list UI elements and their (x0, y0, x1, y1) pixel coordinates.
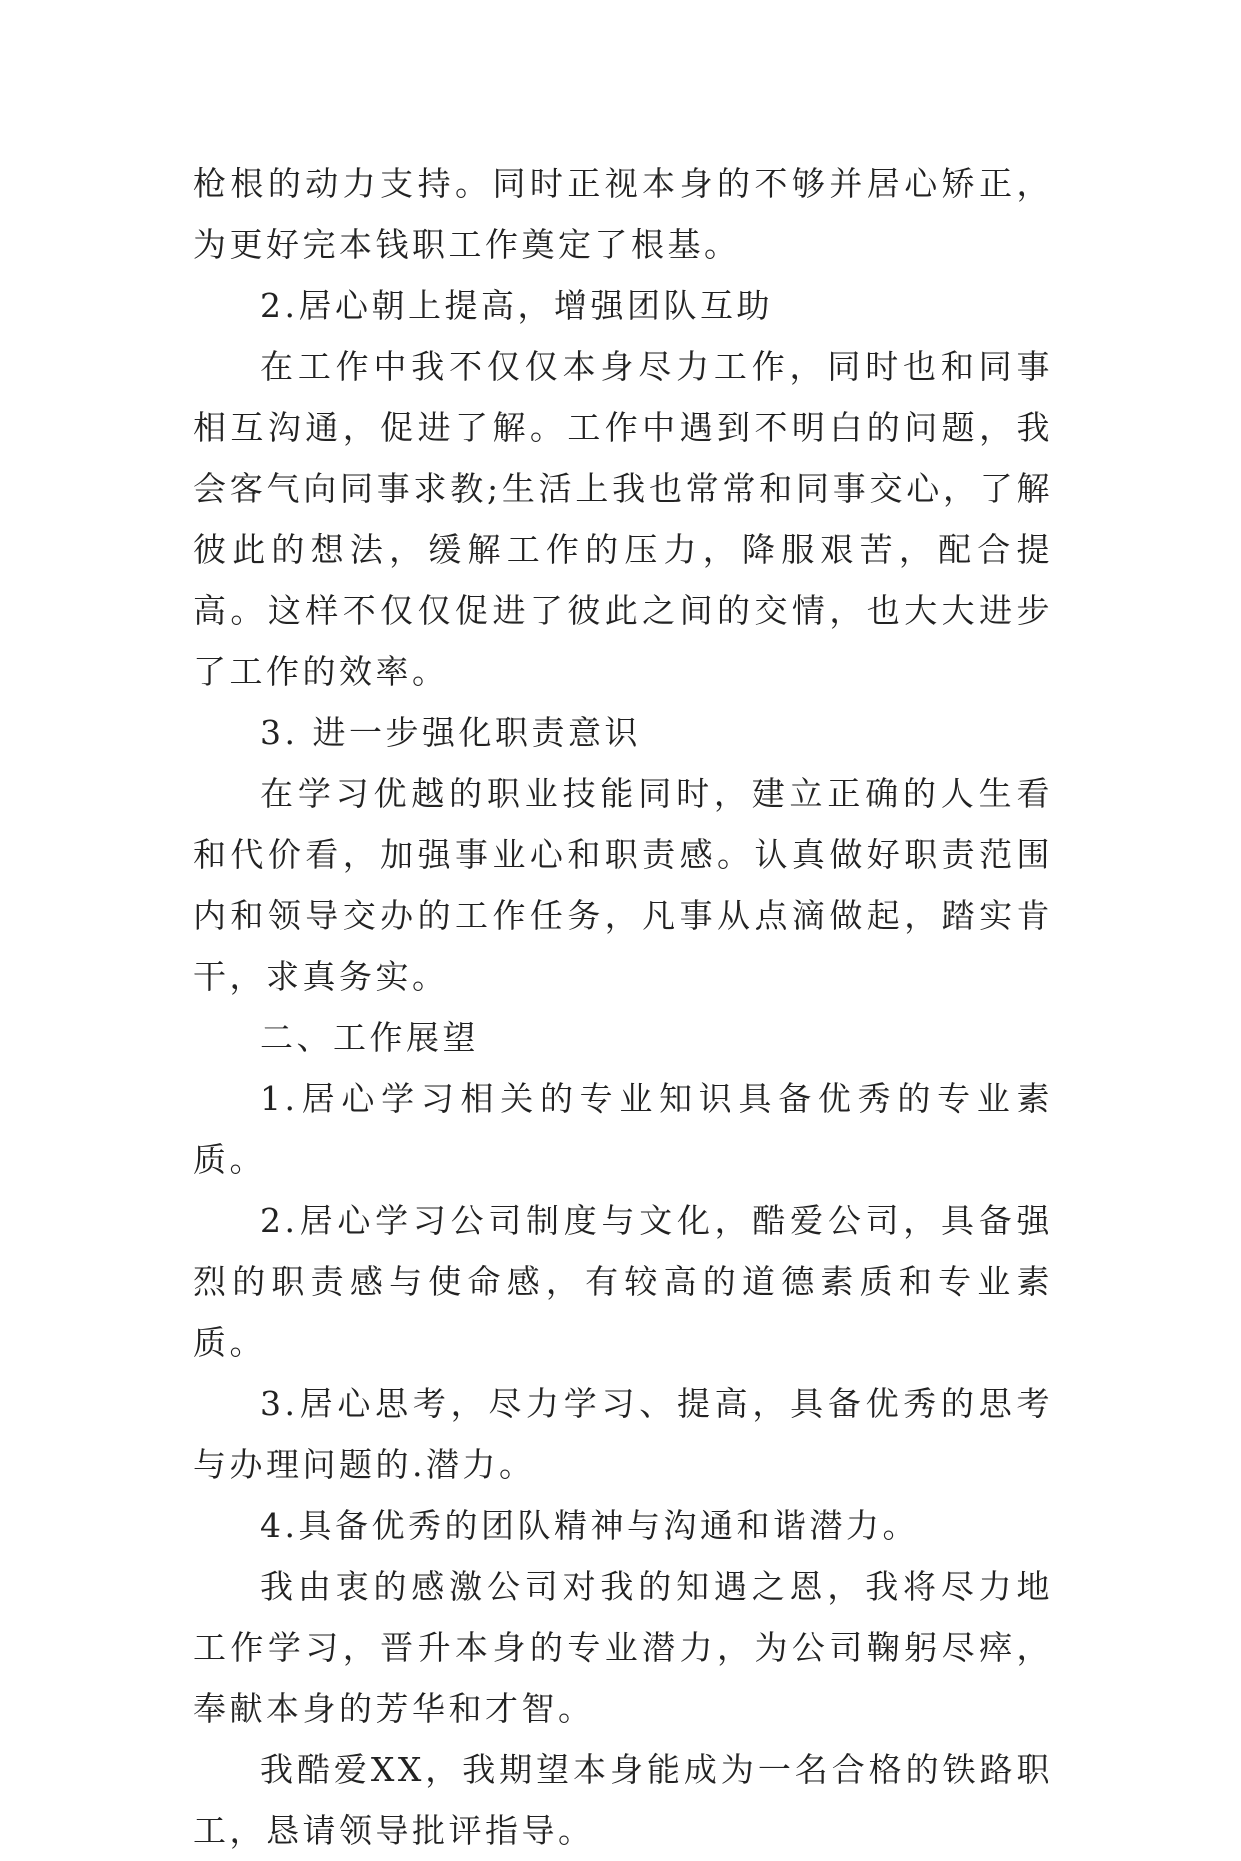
paragraph-continuation: 枪根的动力支持。同时正视本身的不够并居心矫正，为更好完本钱职工作奠定了根基。 (193, 164, 1053, 264)
paragraph-gratitude: 我由衷的感激公司对我的知遇之恩，我将尽力地工作学习，晋升本身的专业潜力，为公司鞠躬尽瘁，奉献本身的芳华和才智。 (193, 1567, 1053, 1728)
section-heading-responsibility: 3. 进一步强化职责意识 (260, 713, 641, 752)
section-heading-teamwork: 2.居心朝上提高，增强团队互助 (260, 286, 773, 325)
section-heading-outlook: 二、工作展望 (260, 1018, 479, 1057)
outlook-item-4: 4.具备优秀的团队精神与沟通和谐潜力。 (260, 1506, 919, 1545)
document-body (193, 153, 1053, 1861)
outlook-item-3: 3.居心思考，尽力学习、提高，具备优秀的思考与办理问题的.潜力。 (193, 1384, 1053, 1484)
outlook-item-2: 2.居心学习公司制度与文化，酷爱公司，具备强烈的职责感与使命感，有较高的道德素质和专业素质。 (193, 1201, 1053, 1362)
paragraph-closing: 我酷爱XX，我期望本身能成为一名合格的铁路职工，恳请领导批评指导。 (193, 1750, 1053, 1850)
paragraph-teamwork: 在工作中我不仅仅本身尽力工作，同时也和同事相互沟通，促进了解。工作中遇到不明白的问题，我会客气向同事求教;生活上我也常常和同事交心，了解彼此的想法，缓解工作的压力，降服艰苦，配合提高。这样不仅仅促进了彼此之间的交情，也大大进步了工作的效率。 (193, 347, 1053, 691)
outlook-item-1: 1.居心学习相关的专业知识具备优秀的专业素质。 (193, 1079, 1053, 1179)
paragraph-responsibility: 在学习优越的职业技能同时，建立正确的人生看和代价看，加强事业心和职责感。认真做好职责范围内和领导交办的工作任务，凡事从点滴做起，踏实肯干，求真务实。 (193, 774, 1053, 996)
